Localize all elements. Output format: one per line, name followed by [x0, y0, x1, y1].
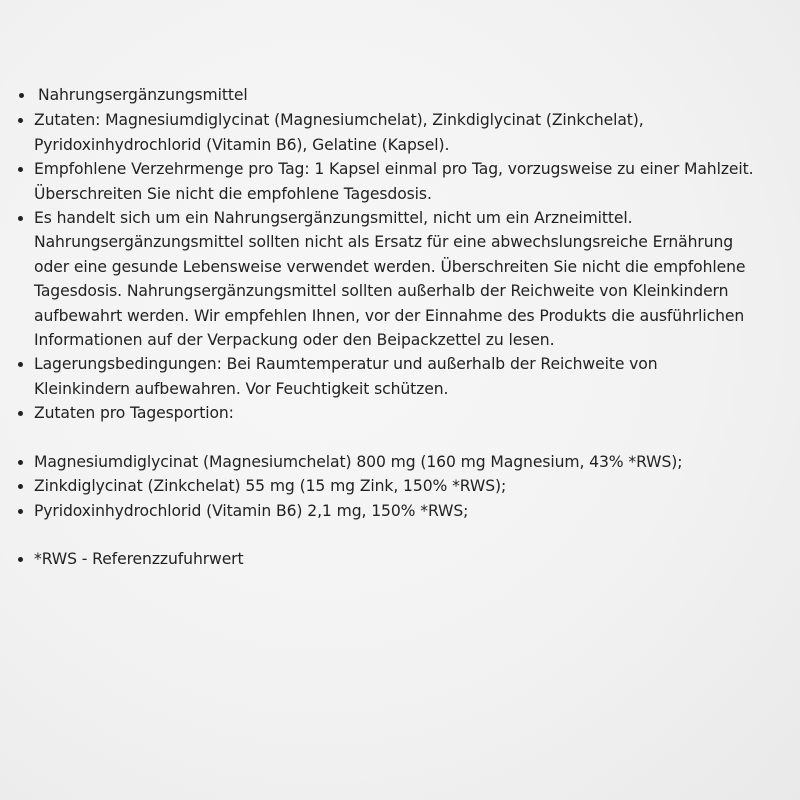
list-item-text: Zinkdiglycinat (Zinkchelat) 55 mg (15 mg Zink, 150% *RWS);: [34, 477, 507, 496]
bullet-icon: [18, 509, 23, 514]
bullet-icon: [18, 362, 23, 367]
list-item: [18, 206, 758, 352]
list-item: [18, 157, 758, 206]
bullet-icon: [18, 411, 23, 416]
list-item: [18, 83, 758, 107]
list-item-text: Empfohlene Verzehrmenge pro Tag: 1 Kapsel einmal pro Tag, vorzugsweise zu einer Mahlzeit. Überschreiten Sie nicht die empfohlene Tagesdosis.: [34, 160, 754, 203]
list-item-text: Zutaten: Magnesiumdiglycinat (Magnesiumchelat), Zinkdiglycinat (Zinkchelat), Pyridoxinhydrochlorid (Vitamin B6), Gelatine (Kapsel).: [34, 111, 644, 154]
list-item-text: *RWS - Referenzzufuhrwert: [34, 549, 244, 568]
list-spacer: [18, 523, 758, 547]
list-item-text: Pyridoxinhydrochlorid (Vitamin B6) 2,1 mg, 150% *RWS;: [34, 501, 469, 520]
list-item-text: Lagerungsbedingungen: Bei Raumtemperatur und außerhalb der Reichweite von Kleinkindern aufbewahren. Vor Feuchtigkeit schützen.: [34, 355, 658, 398]
list-item: [18, 547, 758, 571]
list-item: [18, 499, 758, 523]
bullet-icon: [18, 557, 23, 562]
list-item-text: Nahrungsergänzungsmittel: [38, 86, 248, 104]
bullet-icon: [18, 484, 23, 489]
bullet-icon: [18, 118, 23, 123]
list-item: [18, 352, 758, 401]
bullet-icon: [19, 93, 24, 98]
bullet-icon: [18, 460, 23, 465]
list-item-text: Zutaten pro Tagesportion:: [34, 404, 234, 423]
list-item-text: Magnesiumdiglycinat (Magnesiumchelat) 800 mg (160 mg Magnesium, 43% *RWS);: [34, 452, 683, 471]
list-item-text: Es handelt sich um ein Nahrungsergänzungsmittel, nicht um ein Arzneimittel. Nahrungsergänzungsmittel sollten nicht als Ersatz für eine abwechslungsreiche Ernährung oder eine gesunde Lebensweise verwendet werden. Überschreiten Sie nicht die empfohlene Tagesdosis. Nahrungsergänzungsmittel sollten außerhalb der Reichweite von Kleinkindern aufbewahrt werden. Wir empfehlen Ihnen, vor der Einnahme des Produkts die ausführlichen Informationen auf der Verpackung oder den Beipackzettel zu lesen.: [34, 209, 746, 350]
list-item: [18, 474, 758, 498]
bullet-icon: [18, 167, 23, 172]
bullet-icon: [18, 216, 23, 221]
product-info-list: [18, 83, 758, 571]
list-item: [18, 108, 758, 157]
list-item: [18, 450, 758, 474]
list-spacer: [18, 426, 758, 450]
list-item: [18, 401, 758, 425]
